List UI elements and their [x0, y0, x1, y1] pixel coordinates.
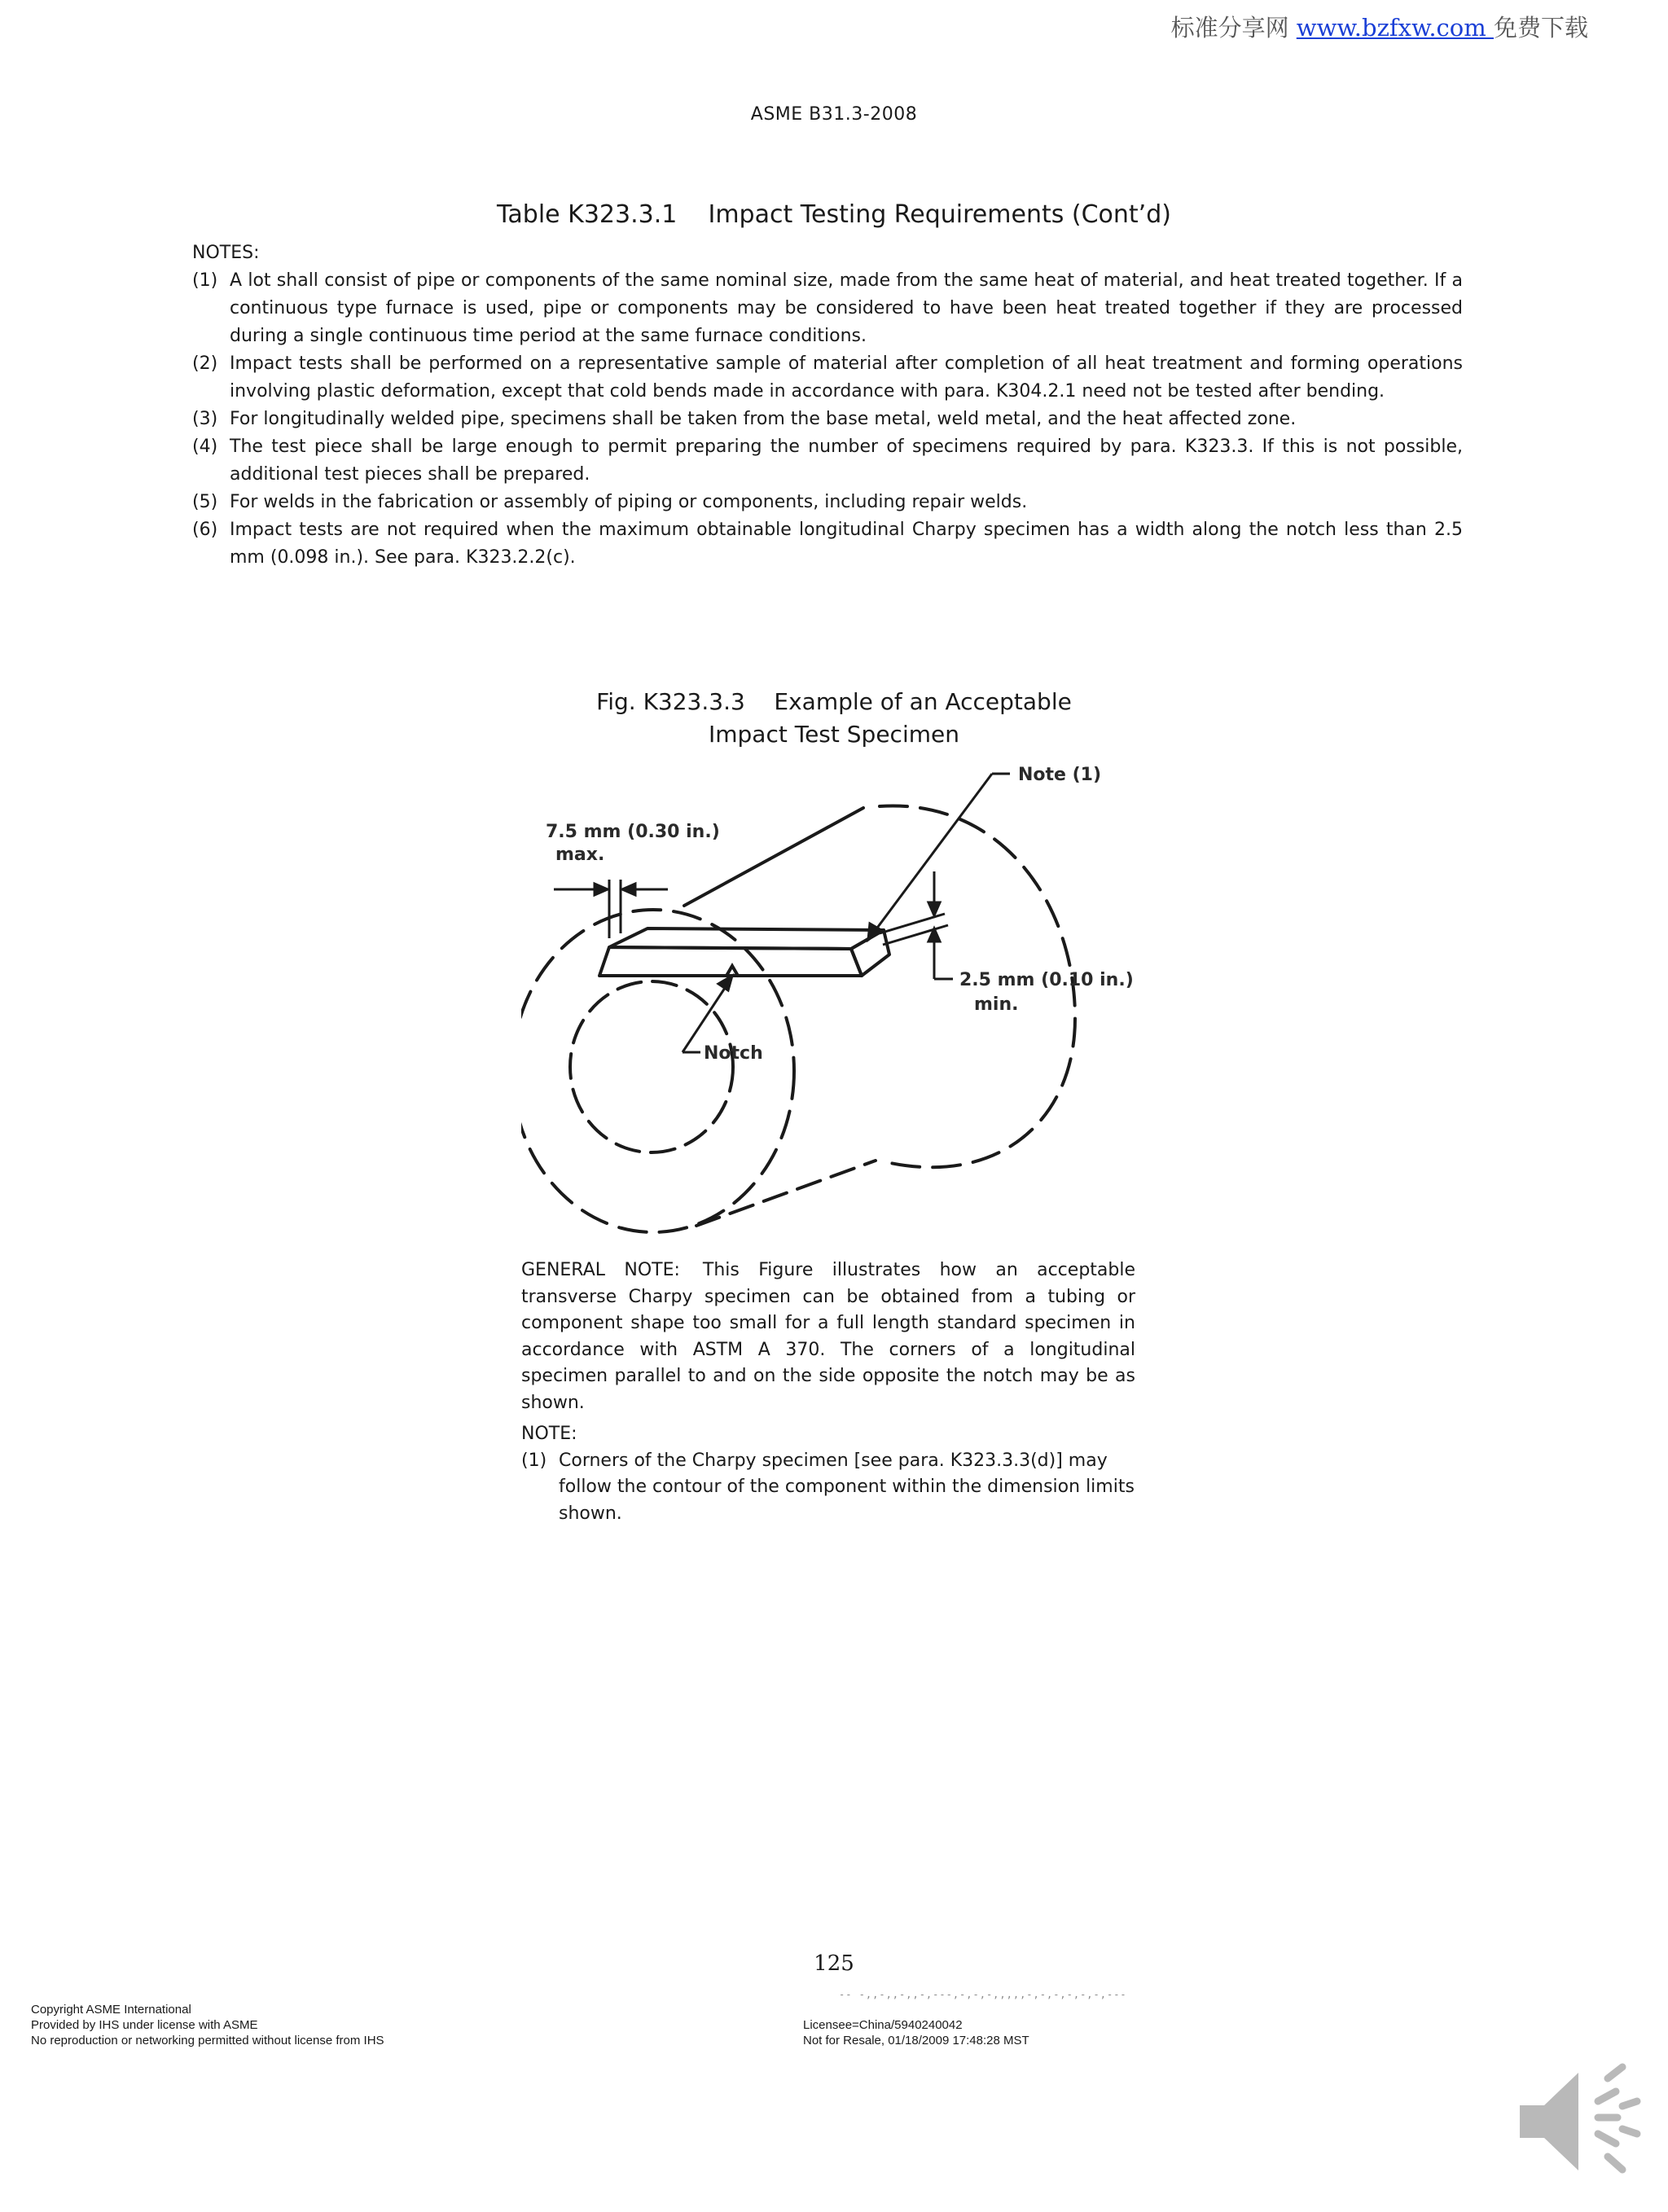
note-number: (6) [192, 520, 218, 540]
note-text: The test piece shall be large enough to permit preparing the number of specimens required by para. K323.3. If this is not possible, additional test pieces shall be prepared. [230, 437, 1463, 485]
note-1 [192, 267, 1463, 350]
footer-left-line-3: No reproduction or networking permitted without license from IHS [31, 2034, 384, 2047]
dim-max-arrowhead-right [622, 884, 635, 895]
label-dim-max-1: 7.5 mm (0.30 in.) [546, 822, 720, 842]
notes-label: NOTES: [192, 243, 260, 263]
specimen-figure [521, 749, 1157, 1238]
note-number: (1) [192, 270, 218, 291]
note-5 [192, 489, 1463, 516]
outer-pipe-circle [521, 910, 794, 1232]
figure-note-1 [521, 1448, 1135, 1528]
note-text: Impact tests shall be performed on a representative sample of material after completion of all heat treatment and forming operations involving plastic deformation, except that cold bends made in accordance with para. K304.2.1 need not be tested after bending. [230, 353, 1463, 402]
figure-title [0, 686, 1668, 751]
general-note [521, 1257, 1135, 1416]
speaker-icon[interactable] [1513, 2061, 1644, 2183]
footer-left-line-1: Copyright ASME International [31, 2003, 191, 2017]
general-note-block [521, 1257, 1135, 1527]
specimen-diagram [521, 749, 1157, 1238]
inner-bore-circle [570, 981, 733, 1152]
note-number: (5) [192, 492, 218, 512]
table-title: Table K323.3.1 Impact Testing Requirements (Cont’d) [497, 200, 1171, 229]
figure-note-text: Corners of the Charpy specimen [see para. K323.3.3(d)] may follow the contour of the component within the dimension limits shown. [559, 1450, 1135, 1524]
footer-right-line-1: Licensee=China/5940240042 [803, 2018, 963, 2032]
note-text: For longitudinally welded pipe, specimens shall be taken from the base metal, weld metal, and the heat affected zone. [230, 409, 1297, 429]
general-note-text: This Figure illustrates how an acceptable transverse Charpy specimen can be obtained from a tubing or component shape too small for a full length standard specimen in accordance with ASTM A 370. The corners of a longitudinal specimen parallel to and on the side opposite the notch may be as shown. [521, 1260, 1135, 1413]
watermark-prefix: 标准分享网 [1170, 14, 1297, 42]
watermark-suffix: 免费下载 [1493, 14, 1588, 42]
dim-max-arrowhead-left [595, 884, 608, 895]
charpy-specimen [609, 928, 884, 949]
dim-min-arrowhead-top [928, 902, 940, 915]
footer-license [803, 2017, 1029, 2048]
page-number: 125 [814, 1951, 854, 1976]
footer-left-line-2: Provided by IHS under license with ASME [31, 2018, 258, 2032]
note-number: (2) [192, 353, 218, 374]
figure-note-label: NOTE: [521, 1424, 577, 1444]
pipe-bottom-edge [696, 1161, 876, 1226]
figure-note-number: (1) [521, 1450, 547, 1471]
note-number: (4) [192, 437, 218, 457]
figure-title-line-2: Impact Test Specimen [709, 721, 959, 748]
note-2 [192, 350, 1463, 406]
footer-copyright [31, 2002, 384, 2048]
watermark [1171, 10, 1588, 43]
general-note-label: GENERAL NOTE: [521, 1260, 680, 1280]
footer-right-line-2: Not for Resale, 01/18/2009 17:48:28 MST [803, 2034, 1029, 2047]
label-notch: Notch [704, 1043, 763, 1064]
note-6 [192, 516, 1463, 572]
scan-dots-artifact: -- -,,-,,-,,-,---,-,-,-,,,,,-,-,-,-,-,-,--- [839, 1989, 1127, 2000]
figure-title-line-1: Fig. K323.3.3 Example of an Acceptable [596, 688, 1072, 715]
note-text: A lot shall consist of pipe or components of the same nominal size, made from the same heat of material, and heat treated together. If a continuous type furnace is used, pipe or components may be considered to have been heat treated together if they are processed during a single continuous time period at the same furnace conditions. [230, 270, 1463, 346]
note-text: Impact tests are not required when the maximum obtainable longitudinal Charpy specimen has a width along the notch less than 2.5 mm (0.098 in.). See para. K323.2.2(c). [230, 520, 1463, 568]
running-head: ASME B31.3-2008 [750, 104, 918, 125]
label-dim-min-2: min. [974, 994, 1019, 1015]
note-3 [192, 406, 1463, 433]
label-dim-min-1: 2.5 mm (0.10 in.) [959, 970, 1134, 990]
note-number: (3) [192, 409, 218, 429]
notch-arrowhead [718, 976, 732, 990]
watermark-link[interactable]: www.bzfxw.com [1296, 14, 1494, 42]
label-note-1: Note (1) [1018, 765, 1102, 785]
note-text: For welds in the fabrication or assembly of piping or components, including repair welds. [230, 492, 1028, 512]
label-dim-max-2: max. [555, 845, 605, 865]
speaker-icon-graphic [1513, 2061, 1644, 2183]
note-4 [192, 433, 1463, 489]
table-notes [192, 239, 1463, 572]
